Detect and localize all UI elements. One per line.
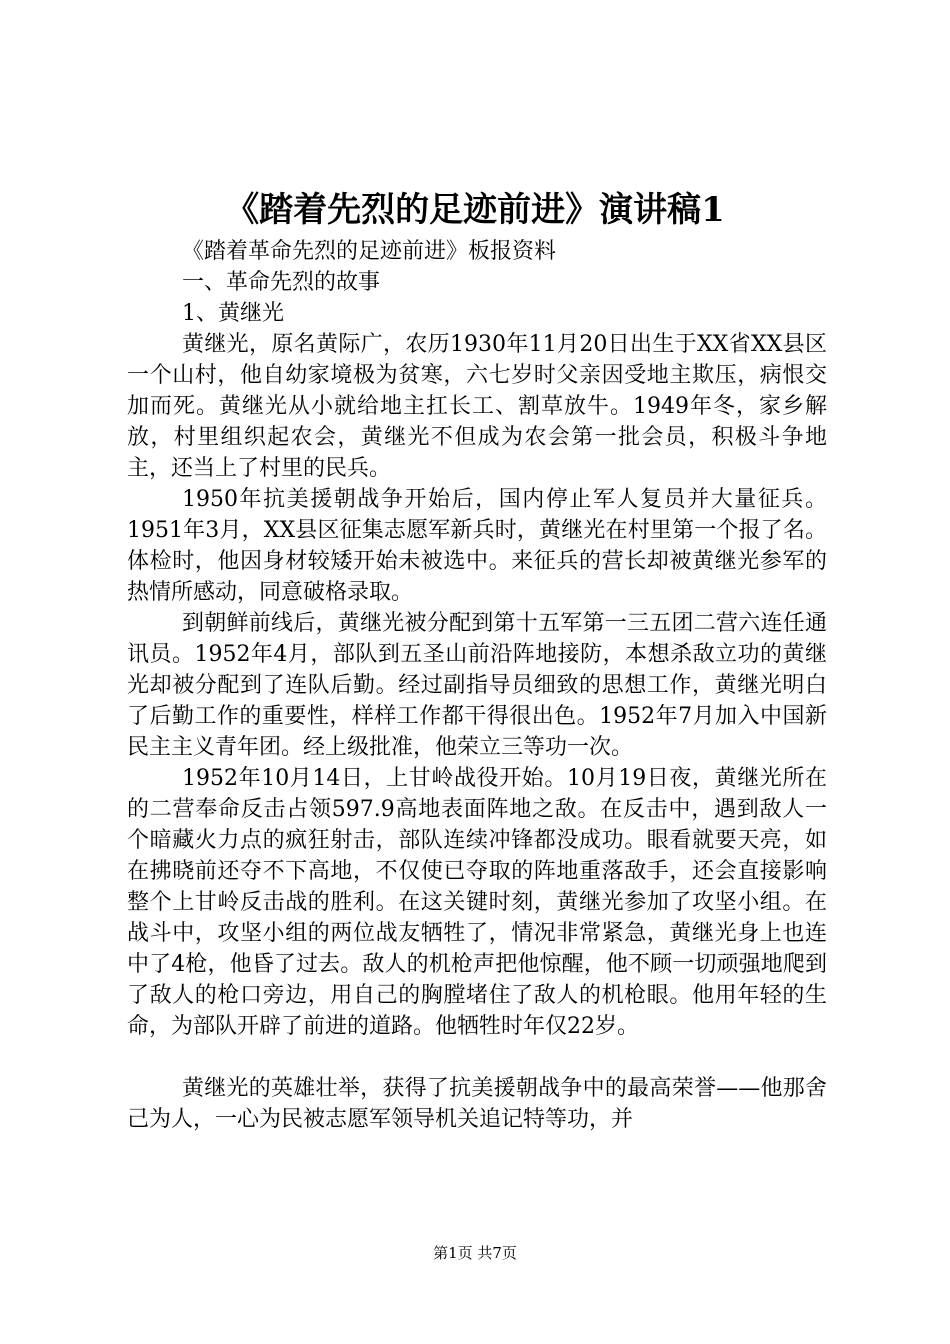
- paragraph-4: 1952年10月14日，上甘岭战役开始。10月19日夜，黄继光所在的二营奉命反击占领597.9高地表面阵地之敌。在反击中，遇到敌人一个暗藏火力点的疯狂射击，部队连续冲锋都没成功。眼看就要天亮，如在拂晓前还夺不下高地，不仅使已夺取的阵地重落敌手，还会直接影响整个上甘岭反击战的胜利。在这关键时刻，黄继光参加了攻坚小组。在战斗中，攻坚小组的两位战友牺牲了，情况非常紧急，黄继光身上也连中了4枪，他昏了过去。敌人的机枪声把他惊醒，他不顾一切顽强地爬到了敌人的枪口旁边，用自己的胸膛堵住了敌人的机枪眼。他用年轻的生命，为部队开辟了前进的道路。他牺牲时年仅22岁。: [127, 766, 827, 1039]
- document-body: [127, 236, 827, 1135]
- page-footer: 第1页 共7页: [433, 1244, 517, 1262]
- document-title: 《踏着先烈的足迹前进》演讲稿1: [225, 190, 725, 230]
- section-heading: 一、革命先烈的故事: [182, 270, 381, 295]
- paragraph-gap: [127, 1042, 827, 1073]
- subtitle: 《踏着革命先烈的足迹前进》板报资料: [182, 239, 557, 264]
- paragraph-5: 黄继光的英雄壮举，获得了抗美援朝战争中的最高荣誉——他那舍己为人，一心为民被志愿军领导机关追记特等功，并: [127, 1076, 827, 1132]
- paragraph-1: 黄继光，原名黄际广，农历1930年11月20日出生于XX省XX县区一个山村，他自幼家境极为贫寒，六七岁时父亲因受地主欺压，病恨交加而死。黄继光从小就给地主扛长工、割草放牛。1949年冬，家乡解放，村里组织起农会，黄继光不但成为农会第一批会员，积极斗争地主，还当上了村里的民兵。: [127, 332, 827, 481]
- subsection-heading: 1、黄继光: [182, 301, 284, 326]
- paragraph-2: 1950年抗美援朝战争开始后，国内停止军人复员并大量征兵。1951年3月，XX县区征集志愿军新兵时，黄继光在村里第一个报了名。体检时，他因身材较矮开始未被选中。来征兵的营长却被黄继光参军的热情所感动，同意破格录取。: [127, 487, 827, 605]
- paragraph-3: 到朝鲜前线后，黄继光被分配到第十五军第一三五团二营六连任通讯员。1952年4月，部队到五圣山前沿阵地接防，本想杀敌立功的黄继光却被分配到了连队后勤。经过副指导员细致的思想工作，黄继光明白了后勤工作的重要性，样样工作都干得很出色。1952年7月加入中国新民主主义青年团。经上级批准，他荣立三等功一次。: [127, 611, 827, 760]
